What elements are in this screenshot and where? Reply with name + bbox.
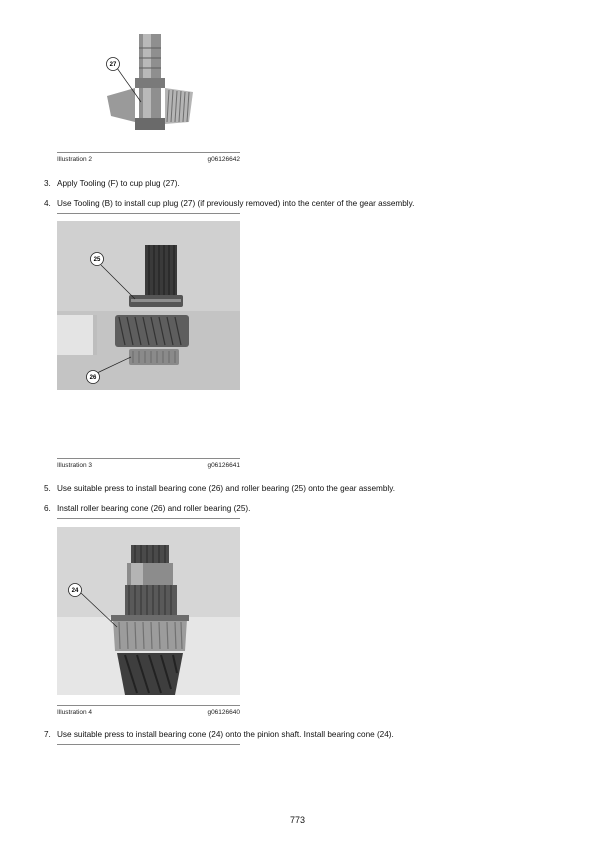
step-5-text: Use suitable press to install bearing cone (26) and roller bearing (25) onto the gear assembly. — [57, 484, 395, 493]
step-7 — [44, 730, 394, 739]
figure-3-code: g06126641 — [207, 462, 240, 469]
step-7-number: 7. — [44, 730, 51, 739]
step-3 — [44, 179, 180, 188]
step-4-number: 4. — [44, 199, 51, 208]
figure-4-rule — [57, 705, 240, 706]
figure-2-code: g06126642 — [207, 156, 240, 163]
step-6-rule — [57, 518, 240, 519]
illustration-3-image — [57, 221, 240, 390]
figure-4-label: Illustration 4 — [57, 709, 93, 716]
illustration-4-image — [57, 527, 240, 695]
callout-24 — [67, 582, 83, 598]
figure-2-rule — [57, 152, 240, 153]
step-4-text: Use Tooling (B) to install cup plug (27) (if previously removed) into the center of the gear assembly. — [57, 199, 415, 208]
figure-4-code: g06126640 — [207, 709, 240, 716]
step-3-text: Apply Tooling (F) to cup plug (27). — [57, 179, 180, 188]
step-5-number: 5. — [44, 484, 51, 493]
step-3-number: 3. — [44, 179, 51, 188]
callout-26-label: 26 — [89, 375, 97, 382]
illustration-2-image — [95, 18, 205, 140]
step-6 — [44, 504, 250, 513]
callout-27 — [105, 56, 121, 72]
figure-2-label: Illustration 2 — [57, 156, 93, 163]
callout-26 — [85, 369, 101, 385]
callout-24-label: 24 — [71, 588, 79, 595]
step-6-number: 6. — [44, 504, 51, 513]
step-7-rule — [57, 744, 240, 745]
callout-27-label: 27 — [109, 62, 117, 69]
page-number: 773 — [289, 815, 306, 825]
callout-25 — [89, 251, 105, 267]
figure-3-label: Illustration 3 — [57, 462, 93, 469]
figure-3-rule — [57, 458, 240, 459]
step-5 — [44, 484, 395, 493]
callout-25-label: 25 — [93, 257, 101, 264]
step-6-text: Install roller bearing cone (26) and roller bearing (25). — [57, 504, 251, 513]
step-4 — [44, 199, 414, 208]
step-7-text: Use suitable press to install bearing cone (24) onto the pinion shaft. Install bearing cone (24). — [57, 730, 394, 739]
step-4-rule — [57, 213, 240, 214]
